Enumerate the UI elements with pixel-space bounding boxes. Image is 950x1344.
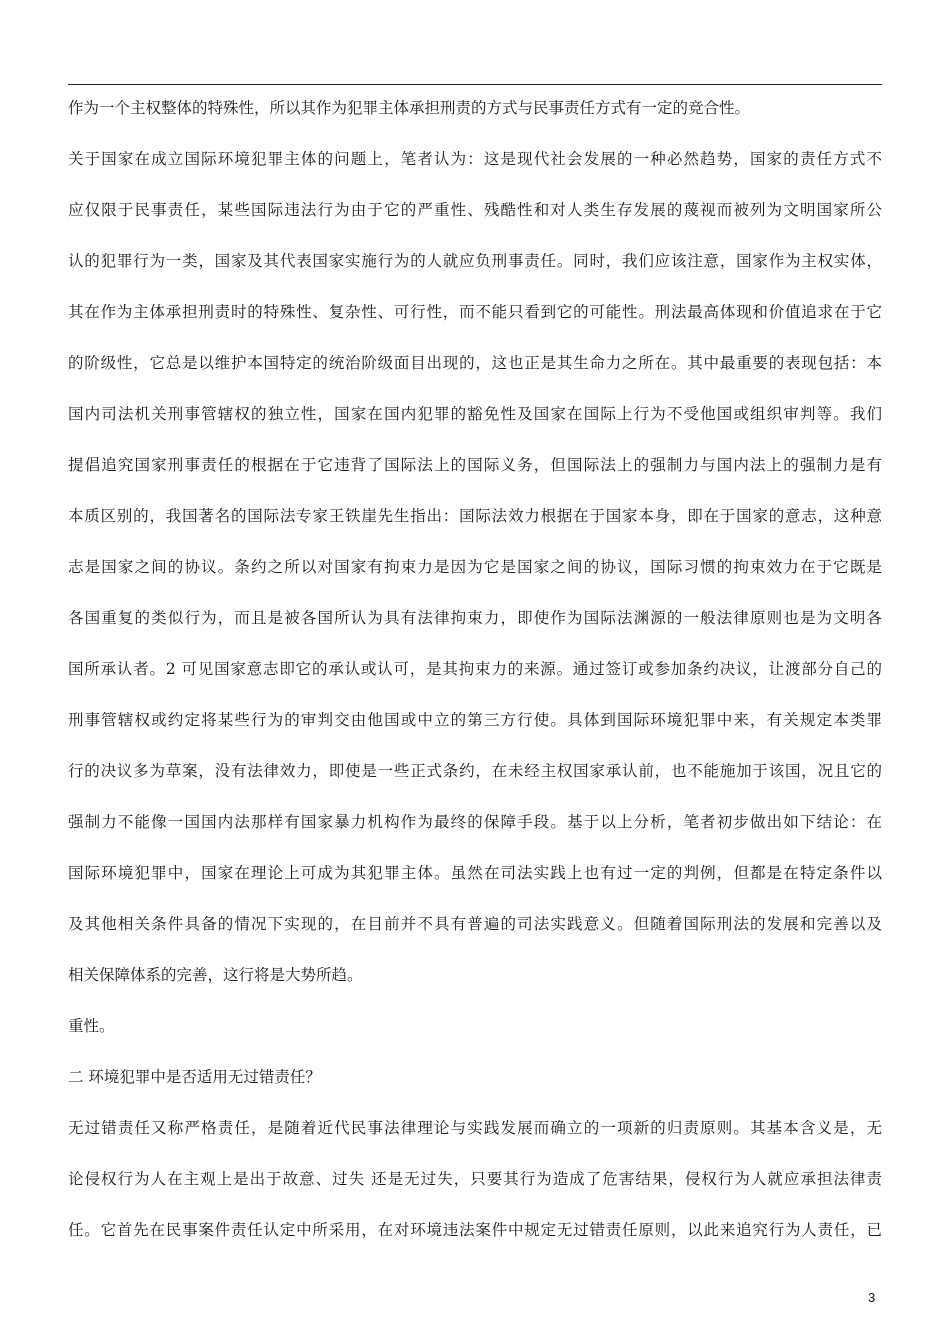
text-line: 关于国家在成立国际环境犯罪主体的问题上，笔者认为：这是现代社会发展的一种必然趋势，国家的责任方式不 (68, 150, 882, 168)
text-line: 各国重复的类似行为，而且是被各国所认为具有法律拘束力，即使作为国际法渊源的一般法律原则也是为文明各 (68, 609, 882, 627)
text-line: 志是国家之间的协议。条约之所以对国家有拘束力是因为它是国家之间的协议，国际习惯的拘束效力在于它既是 (68, 558, 882, 576)
text-line: 国内司法机关刑事管辖权的独立性，国家在国内犯罪的豁免性及国家在国际上行为不受他国或组织审判等。我们 (68, 405, 882, 423)
text-line: 作为一个主权整体的特殊性，所以其作为犯罪主体承担刑责的方式与民事责任方式有一定的竞合性。 (68, 99, 751, 117)
page-number: 3 (868, 1290, 876, 1305)
text-line: 刑事管辖权或约定将某些行为的审判交由他国或中立的第三方行使。具体到国际环境犯罪中来，有关规定本类罪 (68, 711, 882, 729)
text-line: 行的决议多为草案，没有法律效力，即使是一些正式条约，在未经主权国家承认前，也不能施加于该国，况且它的 (68, 762, 882, 780)
text-line: 本质区别的，我国著名的国际法专家王铁崖先生指出：国际法效力根据在于国家本身，即在于国家的意志，这种意 (68, 507, 882, 525)
text-line: 其在作为主体承担刑责时的特殊性、复杂性、可行性，而不能只看到它的可能性。刑法最高体现和价值追求在于它 (68, 303, 882, 321)
text-line: 提倡追究国家刑事责任的根据在于它违背了国际法上的国际义务，但国际法上的强制力与国内法上的强制力是有 (68, 456, 882, 474)
text-line: 相关保障体系的完善，这行将是大势所趋。 (68, 966, 363, 984)
text-line: 论侵权行为人在主观上是出于故意、过失 还是无过失，只要其行为造成了危害结果，侵权行为人就应承担法律责 (68, 1170, 882, 1188)
text-line: 无过错责任又称严格责任，是随着近代民事法律理论与实践发展而确立的一项新的归责原则。其基本含义是，无 (68, 1119, 882, 1137)
text-line: 应仅限于民事责任，某些国际违法行为由于它的严重性、残酷性和对人类生存发展的蔑视而被列为文明国家所公 (68, 201, 882, 219)
text-line: 国际环境犯罪中，国家在理论上可成为其犯罪主体。虽然在司法实践上也有过一定的判例，但都是在特定条件以 (68, 864, 882, 882)
header-rule (68, 84, 882, 85)
text-line: 任。它首先在民事案件责任认定中所采用，在对环境违法案件中规定无过错责任原则，以此来追究行为人责任，已 (68, 1221, 882, 1239)
text-line: 强制力不能像一国国内法那样有国家暴力机构作为最终的保障手段。基于以上分析，笔者初步做出如下结论：在 (68, 813, 882, 831)
text-line: 国所承认者。2 可见国家意志即它的承认或认可，是其拘束力的来源。通过签订或参加条约决议，让渡部分自己的 (68, 660, 882, 678)
text-line: 重性。 (68, 1017, 115, 1035)
section-heading: 二 环境犯罪中是否适用无过错责任？ (68, 1068, 321, 1086)
text-line: 的阶级性，它总是以维护本国特定的统治阶级面目出现的，这也正是其生命力之所在。其中最重要的表现包括：本 (68, 354, 882, 372)
text-line: 认的犯罪行为一类，国家及其代表国家实施行为的人就应负刑事责任。同时，我们应该注意，国家作为主权实体， (68, 252, 882, 270)
text-line: 及其他相关条件具备的情况下实现的，在目前并不具有普遍的司法实践意义。但随着国际刑法的发展和完善以及 (68, 915, 882, 933)
